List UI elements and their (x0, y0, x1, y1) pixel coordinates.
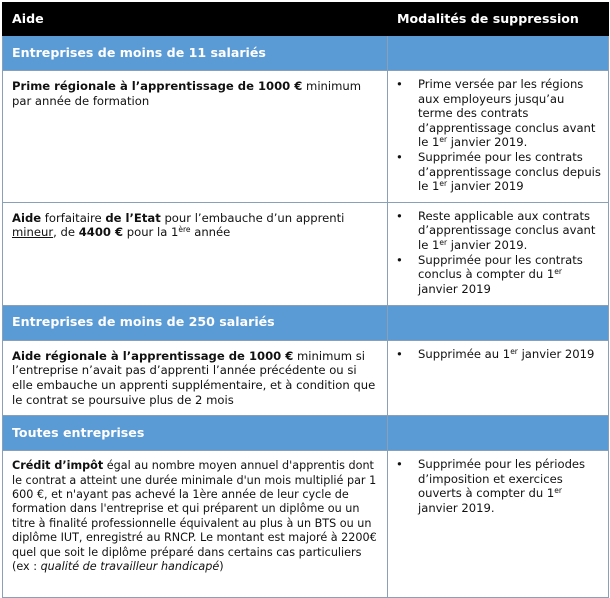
modality-cell (388, 340, 609, 415)
modality-cell (388, 202, 609, 305)
modality-cell (388, 451, 609, 598)
table-row (3, 202, 609, 305)
aid-name: Prime régionale à l’apprentissage de 1000 € (12, 79, 303, 93)
modality-list (394, 77, 602, 194)
table-row (3, 71, 609, 203)
modality-cell (388, 71, 609, 203)
section-title: Entreprises de moins de 250 salariés (3, 305, 388, 340)
aid-suppression-table (2, 2, 609, 598)
header-aid: Aide (3, 3, 388, 36)
modality-list (394, 209, 602, 297)
header-modalities: Modalités de suppression (388, 3, 609, 36)
list-item: • Supprimée pour les périodes d’imposition et exercices ouverts à compter du 1er janvier 2019. (394, 457, 602, 515)
aid-text: minimum par année de formation (12, 79, 362, 108)
list-item: • Supprimée pour les contrats conclus à compter du 1er janvier 2019 (394, 253, 602, 297)
list-item: • Supprimée au 1er janvier 2019 (394, 347, 602, 362)
section-title: Entreprises de moins de 11 salariés (3, 36, 388, 71)
table-header-row (3, 3, 609, 36)
aid-cell: Crédit d’impôt égal au nombre moyen annuel d'apprentis dont le contrat a atteint une durée minimale d'un mois multiplié par 1 600 €, et n'ayant pas achevé la 1ère année de leur cycle de formation dans l'entreprise et qui préparent un diplôme ou un titre à finalité professionnelle équivalent au plus à un BTS ou un diplôme IUT, enregistré au RNCP. Le montant est majoré à 2200€ quel que soit le diplôme préparé dans certains cas particuliers (ex : qualité de travailleur handicapé) (3, 451, 388, 598)
list-item: • Supprimée pour les contrats d’apprentissage conclus depuis le 1er janvier 2019 (394, 150, 602, 194)
list-item: • Reste applicable aux contrats d’apprentissage conclus avant le 1er janvier 2019. (394, 209, 602, 253)
section-title: Toutes entreprises (3, 416, 388, 451)
section-row (3, 36, 609, 71)
list-item: • Prime versée par les régions aux employeurs jusqu’au terme des contrats d’apprentissage conclus avant le 1er janvier 2019. (394, 77, 602, 150)
section-row (3, 416, 609, 451)
section-blank (388, 36, 609, 71)
section-blank (388, 305, 609, 340)
section-row (3, 305, 609, 340)
table-row (3, 340, 609, 415)
modality-list (394, 347, 602, 362)
table-row (3, 451, 609, 598)
modality-list (394, 457, 602, 515)
section-blank (388, 416, 609, 451)
aid-cell: Aide régionale à l’apprentissage de 1000 € minimum si l’entreprise n’avait pas d’apprenti l’année précédente ou si elle embauche un apprenti supplémentaire, et à condition que le contrat se poursuive plus de 2 mois (3, 340, 388, 415)
aid-cell: Aide forfaitaire de l’Etat pour l’embauche d’un apprenti mineur, de 4400 € pour la 1ère année (3, 202, 388, 305)
aid-cell (3, 71, 388, 203)
